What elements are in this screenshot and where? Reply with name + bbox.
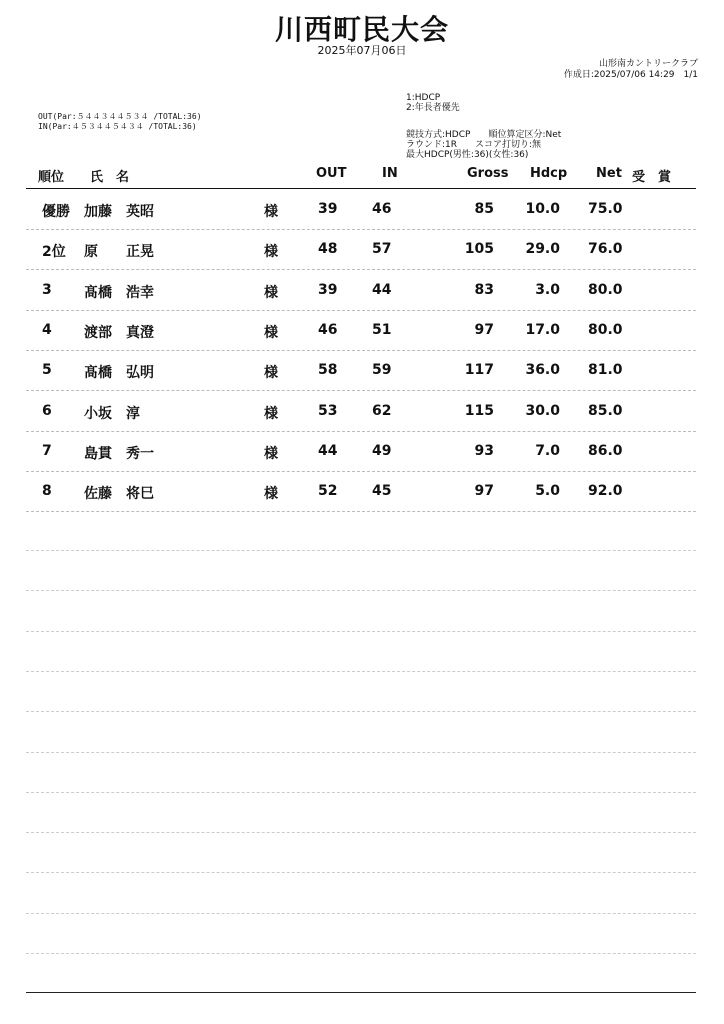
bottom-divider xyxy=(26,992,696,993)
cell-honorific: 様 xyxy=(264,204,278,220)
table-row xyxy=(26,471,696,511)
cell-rank: 5 xyxy=(42,362,52,379)
cell-last-name: 小坂 xyxy=(84,405,112,422)
cell-rank: 2位 xyxy=(42,244,66,261)
col-rank: 順位 xyxy=(38,170,65,185)
cell-net: 80.0 xyxy=(588,321,623,338)
cell-in: 49 xyxy=(372,442,392,459)
empty-row-line xyxy=(26,590,696,591)
cell-last-name: 佐藤 xyxy=(84,486,112,503)
cell-in: 44 xyxy=(372,281,392,298)
cell-hdcp: 5.0 xyxy=(535,483,560,500)
cell-in: 59 xyxy=(372,362,392,379)
table-row xyxy=(26,310,696,350)
cell-in: 46 xyxy=(372,201,392,217)
table-row xyxy=(26,391,696,431)
empty-row-line xyxy=(26,711,696,712)
cell-net: 81.0 xyxy=(588,362,623,379)
cell-honorific: 様 xyxy=(264,445,278,462)
cell-hdcp: 7.0 xyxy=(535,442,560,459)
empty-row-line xyxy=(26,913,696,914)
cell-out: 52 xyxy=(318,483,338,500)
cell-in: 45 xyxy=(372,483,392,500)
cell-first-name: 英昭 xyxy=(126,204,154,220)
cell-last-name: 髙橋 xyxy=(84,365,112,382)
empty-row-line xyxy=(26,953,696,954)
col-gross: Gross xyxy=(467,166,509,181)
cell-honorific: 様 xyxy=(264,284,278,301)
cell-out: 46 xyxy=(318,321,338,338)
created-date: 作成日:2025/07/06 14:29 1/1 xyxy=(563,70,698,80)
note-line-1: 1:HDCP xyxy=(406,93,441,103)
cell-last-name: 原 xyxy=(84,244,98,261)
cell-first-name: 浩幸 xyxy=(126,284,154,301)
table-row xyxy=(26,229,696,269)
empty-row-line xyxy=(26,631,696,632)
cell-hdcp: 3.0 xyxy=(535,281,560,298)
cell-first-name: 秀一 xyxy=(126,445,154,462)
cell-net: 76.0 xyxy=(588,241,623,258)
empty-row-line xyxy=(26,550,696,551)
cell-first-name: 淳 xyxy=(126,405,140,422)
col-in: IN xyxy=(382,166,398,181)
table-header xyxy=(38,166,698,186)
empty-row-line xyxy=(26,752,696,753)
cell-rank: 7 xyxy=(42,442,52,459)
cell-last-name: 髙橋 xyxy=(84,284,112,301)
cell-gross: 97 xyxy=(474,321,494,338)
cell-honorific: 様 xyxy=(264,244,278,261)
empty-row-line xyxy=(26,792,696,793)
cell-in: 57 xyxy=(372,241,392,258)
cell-out: 58 xyxy=(318,362,338,379)
table-row xyxy=(26,270,696,310)
cell-rank: 3 xyxy=(42,281,52,298)
rules-line-3: 最大HDCP(男性:36)(女性:36) xyxy=(406,150,529,160)
cell-last-name: 加藤 xyxy=(84,204,112,220)
cell-net: 86.0 xyxy=(588,442,623,459)
cell-gross: 97 xyxy=(474,483,494,500)
cell-first-name: 弘明 xyxy=(126,365,154,382)
cell-hdcp: 17.0 xyxy=(525,321,560,338)
cell-rank: 8 xyxy=(42,483,52,500)
cell-last-name: 渡部 xyxy=(84,324,112,341)
par-in: IN(Par:４５３４４５４３４ /TOTAL:36) xyxy=(38,122,197,131)
cell-net: 85.0 xyxy=(588,402,623,419)
cell-out: 39 xyxy=(318,201,338,217)
col-name: 氏 名 xyxy=(90,170,130,185)
col-hdcp: Hdcp xyxy=(530,166,568,181)
table-row xyxy=(26,431,696,471)
cell-net: 75.0 xyxy=(588,201,623,217)
cell-out: 39 xyxy=(318,281,338,298)
table-row xyxy=(26,189,696,229)
event-date: 2025年07月06日 xyxy=(317,44,407,57)
cell-rank: 優勝 xyxy=(42,204,70,220)
cell-hdcp: 30.0 xyxy=(525,402,560,419)
cell-in: 62 xyxy=(372,402,392,419)
empty-row-line xyxy=(26,872,696,873)
rules-line-2: ラウンド:1R スコア打切り:無 xyxy=(406,140,542,150)
cell-hdcp: 10.0 xyxy=(525,201,560,217)
cell-hdcp: 36.0 xyxy=(525,362,560,379)
cell-rank: 6 xyxy=(42,402,52,419)
cell-gross: 115 xyxy=(464,402,494,419)
cell-honorific: 様 xyxy=(264,486,278,503)
col-net: Net xyxy=(596,166,622,181)
cell-in: 51 xyxy=(372,321,392,338)
empty-row-line xyxy=(26,832,696,833)
venue-name: 山形南カントリークラブ xyxy=(598,59,698,69)
cell-out: 48 xyxy=(318,241,338,258)
cell-first-name: 真澄 xyxy=(126,324,154,341)
cell-honorific: 様 xyxy=(264,365,278,382)
cell-rank: 4 xyxy=(42,321,52,338)
cell-gross: 117 xyxy=(464,362,494,379)
cell-first-name: 将巳 xyxy=(126,486,154,503)
cell-gross: 105 xyxy=(464,241,494,258)
cell-gross: 83 xyxy=(474,281,494,298)
cell-first-name: 正晃 xyxy=(126,244,154,261)
col-out: OUT xyxy=(316,166,347,181)
cell-out: 44 xyxy=(318,442,338,459)
cell-gross: 85 xyxy=(474,201,494,217)
row-divider xyxy=(26,511,696,512)
cell-hdcp: 29.0 xyxy=(525,241,560,258)
page-title: 川西町民大会 xyxy=(274,13,449,46)
rules-line-1: 競技方式:HDCP 順位算定区分:Net xyxy=(406,130,562,140)
cell-net: 92.0 xyxy=(588,483,623,500)
cell-out: 53 xyxy=(318,402,338,419)
empty-row-line xyxy=(26,671,696,672)
cell-net: 80.0 xyxy=(588,281,623,298)
par-out: OUT(Par:５４４３４４５３４ /TOTAL:36) xyxy=(38,112,202,121)
col-award: 受 賞 xyxy=(632,170,672,185)
cell-honorific: 様 xyxy=(264,324,278,341)
table-row xyxy=(26,350,696,390)
cell-gross: 93 xyxy=(474,442,494,459)
note-line-2: 2:年長者優先 xyxy=(406,103,460,113)
cell-last-name: 島貫 xyxy=(84,445,112,462)
cell-honorific: 様 xyxy=(264,405,278,422)
